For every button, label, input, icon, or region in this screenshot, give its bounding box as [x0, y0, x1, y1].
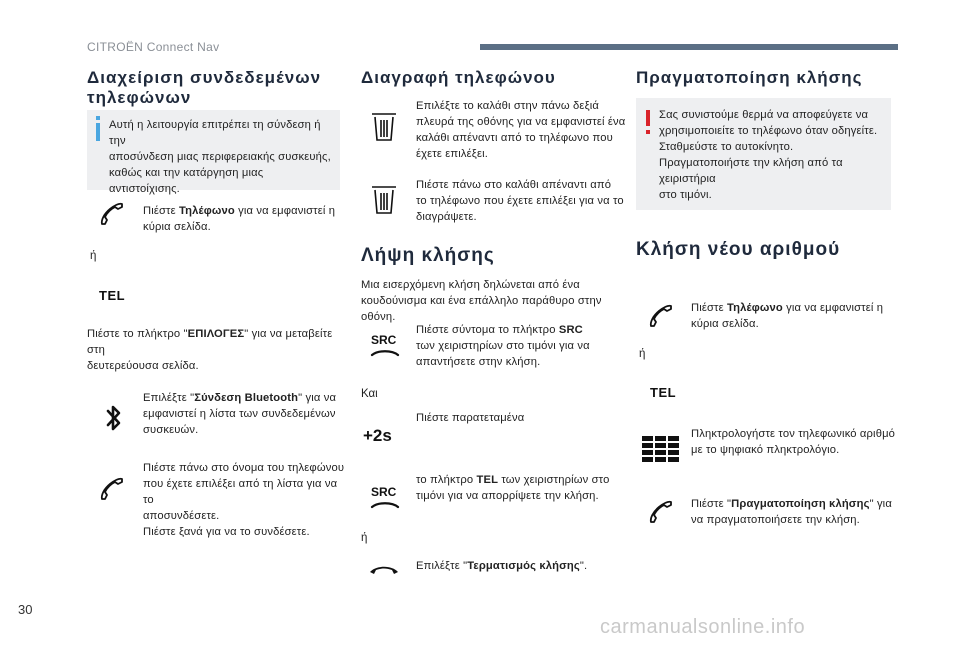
keypad-icon — [642, 436, 680, 462]
phone-handset-icon — [647, 498, 675, 526]
section-title-make-call: Πραγματοποίηση κλήσης — [636, 68, 863, 87]
instruction-tel-reject: το πλήκτρο TEL των χειριστηρίων στο τιμόνι για να απορρίψετε την κλήση. — [416, 474, 610, 502]
long-press-2s-icon: +2s — [363, 426, 392, 445]
header-bar — [480, 44, 898, 50]
instruction-make-call: Πιέστε "Πραγματοποίηση κλήσης" για να πραγματοποιήσετε την κλήση. — [691, 498, 892, 526]
phone-handset-icon — [647, 302, 675, 330]
instruction-dial-number: Πληκτρολογήστε τον τηλεφωνικό αριθμό με το ψηφιακό πληκτρολόγιο. — [691, 428, 896, 456]
trash-icon — [370, 185, 398, 215]
tel-key-label: TEL — [99, 288, 126, 303]
warning-icon — [646, 110, 650, 126]
warning-text: Σας συνιστούμε θερμά να αποφεύγετε να χρησιμοποιείτε το τηλέφωνο όταν οδηγείτε. Σταθμεύστε το αυτοκίνητο. Πραγματοποιήστε την κλήση από τα χειριστήρια στο τιμόνι. — [659, 109, 878, 201]
instruction-long-press: Πιέστε παρατεταμένα — [416, 412, 525, 424]
phone-answer-icon — [370, 348, 400, 358]
header-title: CITROËN Connect Nav — [87, 40, 220, 54]
section-title-delete-phone: Διαγραφή τηλεφώνου — [361, 68, 556, 87]
bluetooth-icon — [104, 403, 124, 433]
trash-icon — [370, 112, 398, 142]
info-box — [87, 110, 340, 195]
or-text: ή — [639, 348, 646, 360]
instruction-press-phone: Πιέστε Τηλέφωνο για να εμφανιστεί η κύρια σελίδα. — [691, 302, 884, 330]
or-text: ή — [90, 250, 97, 262]
instruction-select-trash: Επιλέξτε το καλάθι στην πάνω δεξιά πλευρά της οθόνης για να εμφανιστεί ένα καλάθι απέναντι από το τηλέφωνο που έχετε επιλέξει. — [416, 100, 626, 160]
instruction-options: Πιέστε το πλήκτρο "ΕΠΙΛΟΓΕΣ" για να μεταβείτε στη δευτερεύουσα σελίδα. — [87, 328, 333, 372]
info-icon — [96, 123, 100, 141]
phone-reject-icon — [370, 500, 400, 510]
phone-handset-icon — [98, 475, 126, 503]
warning-box — [636, 98, 891, 210]
instruction-press-phone: Πιέστε Τηλέφωνο για να εμφανιστεί η κύρια σελίδα. — [143, 205, 336, 233]
or-text: ή — [361, 532, 368, 544]
receive-call-text: Μια εισερχόμενη κλήση δηλώνεται από ένα κουδούνισμα και ένα επάλληλο παράθυρο στην οθόνη. — [361, 279, 602, 323]
section-title-receive-call: Λήψη κλήσης — [361, 245, 495, 266]
src-key-label: SRC — [371, 333, 397, 347]
instruction-end-call: Επιλέξτε "Τερματισμός κλήσης". — [416, 560, 588, 572]
instruction-short-press-src: Πιέστε σύντομα το πλήκτρο SRC των χειριστηρίων στο τιμόνι για να απαντήσετε στην κλήση. — [416, 324, 590, 368]
and-text: Και — [361, 388, 378, 400]
section-title-manage-phones: Διαχείριση συνδεδεμένων τηλεφώνων — [87, 68, 322, 107]
tel-key-label: TEL — [650, 385, 677, 400]
info-text: Αυτή η λειτουργία επιτρέπει τη σύνδεση ή την αποσύνδεση μιας περιφερειακής συσκευής, καθώς και την κατάργηση μιας αντιστοίχισης. — [109, 119, 331, 195]
instruction-bluetooth: Επιλέξτε "Σύνδεση Bluetooth" για να εμφανιστεί η λίστα των συνδεδεμένων συσκευών. — [143, 392, 337, 436]
src-key-label: SRC — [371, 485, 397, 499]
page-number: 30 — [18, 602, 33, 617]
section-title-new-number: Κλήση νέου αριθμού — [636, 239, 841, 260]
instruction-select-name: Πιέστε πάνω στο όνομα του τηλεφώνου που έχετε επιλέξει από τη λίστα για να το αποσυνδέσετε. Πιέστε ξανά για να το συνδέσετε. — [143, 462, 345, 538]
watermark: carmanualsonline.info — [600, 616, 806, 638]
hang-up-icon — [368, 563, 400, 575]
phone-handset-icon — [98, 200, 126, 228]
instruction-press-trash: Πιέστε πάνω στο καλάθι απέναντι από το τηλέφωνο που έχετε επιλέξει για να το διαγράψετε. — [416, 179, 624, 223]
